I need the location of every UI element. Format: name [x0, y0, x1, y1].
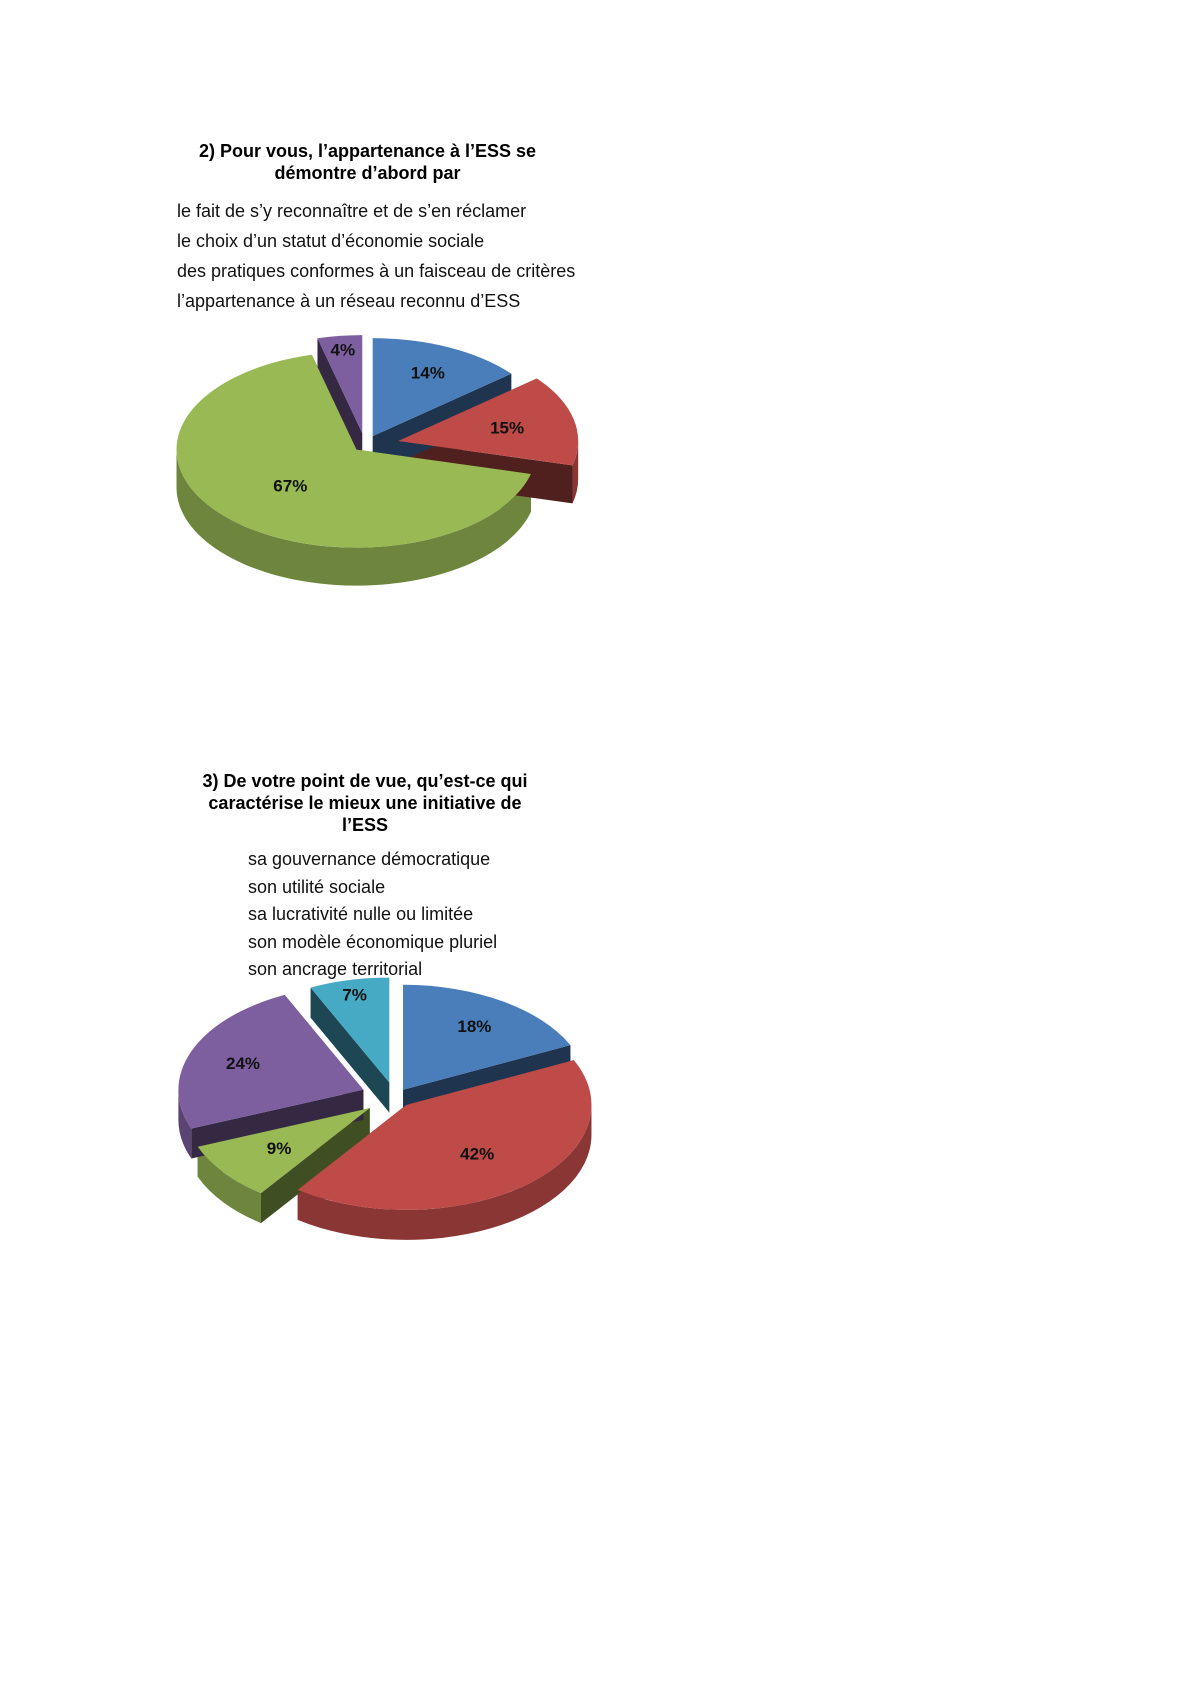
chart-belonging [140, 140, 660, 660]
legend-swatch [162, 207, 171, 216]
legend-item [233, 901, 660, 929]
legend-label: sa gouvernance démocratique [248, 849, 491, 869]
legend-label: son ancrage territorial [248, 959, 423, 979]
legend-label: son modèle économique pluriel [248, 931, 498, 952]
legend-item [162, 256, 660, 286]
legend-swatch [233, 910, 242, 919]
data-label: 7% [342, 985, 367, 1005]
pie-chart [140, 985, 660, 1295]
data-label: 18% [457, 1017, 492, 1036]
legend-swatch [162, 267, 171, 276]
legend-label: des pratiques conformes à un faisceau de critères [177, 261, 576, 281]
legend-swatch [233, 883, 242, 892]
legend-label: son utilité sociale [248, 876, 386, 897]
data-label: 67% [273, 476, 308, 496]
data-label: 42% [460, 1144, 495, 1164]
legend [162, 196, 660, 316]
data-label: 9% [266, 1139, 292, 1158]
legend-swatch [233, 855, 242, 864]
legend-swatch [233, 965, 242, 974]
legend-swatch [162, 297, 171, 306]
chart-title: 2) Pour vous, l’appartenance à l’ESS se démontre d’abord par [198, 141, 537, 183]
legend-item [233, 956, 660, 984]
legend-item [233, 874, 660, 902]
legend-label: sa lucrativité nulle ou limitée [248, 904, 474, 924]
legend-item [162, 226, 660, 256]
legend-swatch [233, 938, 242, 947]
legend-item [233, 929, 660, 957]
legend-swatch [162, 237, 171, 246]
data-label: 24% [225, 1053, 261, 1073]
legend-label: l’appartenance à un réseau reconnu d’ESS [177, 291, 521, 311]
chart-title: 3) De votre point de vue, qu’est-ce qui caractérise le mieux une initiative de l’ESS [202, 771, 528, 835]
data-label: 15% [490, 418, 525, 438]
data-label: 14% [410, 363, 445, 383]
legend-item [233, 846, 660, 874]
chart-characteristic [140, 770, 660, 1270]
legend-label: le fait de s’y reconnaître et de s’en réclamer [177, 201, 527, 221]
legend-item [162, 196, 660, 226]
data-label: 4% [330, 340, 356, 360]
legend-label: le choix d’un statut d’économie sociale [177, 231, 485, 251]
legend-item [162, 286, 660, 316]
pie-chart [140, 340, 660, 665]
legend [233, 846, 660, 984]
